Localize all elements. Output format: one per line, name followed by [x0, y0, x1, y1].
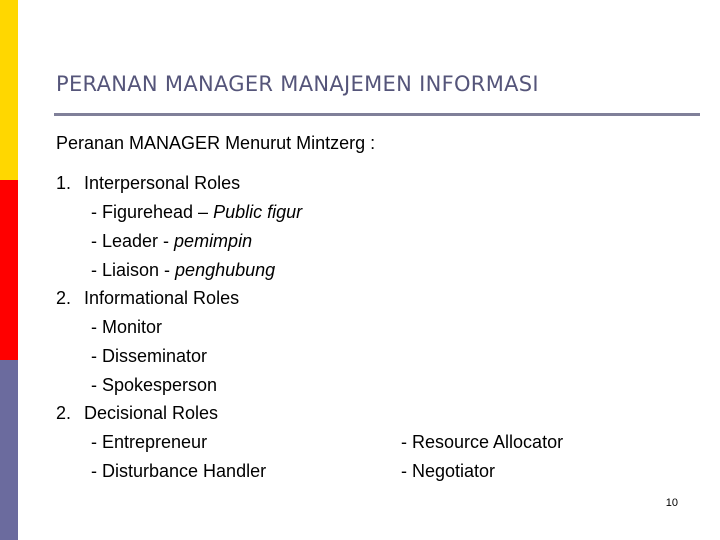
left-band-purple — [0, 360, 18, 540]
role-term-right: - Negotiator — [401, 461, 496, 481]
role-term: - Spokesperson — [91, 375, 218, 395]
role-term-right: - Resource Allocator — [401, 432, 564, 452]
role-translation: Public figur — [213, 202, 303, 222]
role-term: - Disseminator — [91, 346, 208, 366]
section-number: 2. — [56, 288, 72, 308]
role-translation: pemimpin — [174, 231, 253, 251]
role-term: - Disturbance Handler — [91, 461, 267, 481]
section-number: 1. — [56, 173, 72, 193]
section-heading: Informational Roles — [84, 288, 240, 308]
role-term: - Leader - — [91, 231, 175, 251]
slide-title: PERANAN MANAGER MANAJEMEN INFORMASI — [56, 72, 539, 96]
role-term: - Monitor — [91, 317, 163, 337]
title-underline — [54, 113, 700, 116]
page-number: 10 — [665, 497, 678, 509]
section-heading: Decisional Roles — [84, 403, 219, 423]
left-band-yellow — [0, 0, 18, 180]
role-term: - Liaison - — [91, 260, 176, 280]
slide-subtitle: Peranan MANAGER Menurut Mintzerg : — [56, 133, 376, 153]
role-term: - Entrepreneur — [91, 432, 208, 452]
section-number: 2. — [56, 403, 72, 423]
role-translation: penghubung — [175, 260, 276, 280]
role-term: - Figurehead – — [91, 202, 214, 222]
section-heading: Interpersonal Roles — [84, 173, 241, 193]
left-band-red — [0, 180, 18, 360]
